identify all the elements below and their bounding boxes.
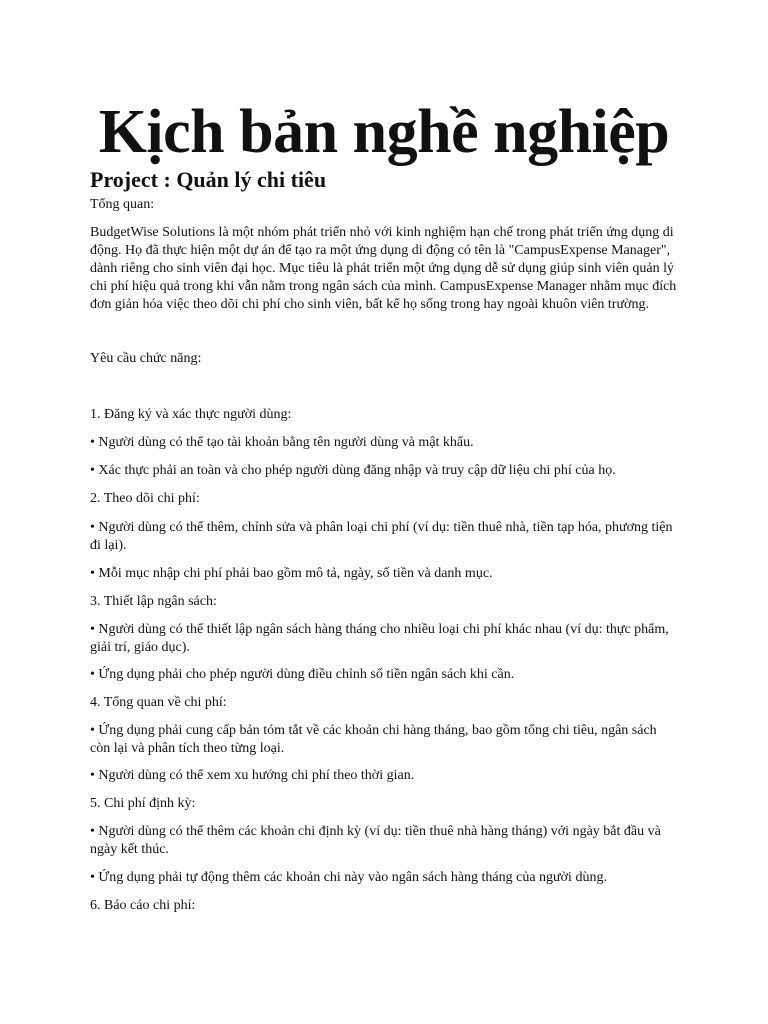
requirements-label: Yêu cầu chức năng: [90,351,202,366]
list-item: • Mỗi mục nhập chi phí phải bao gồm mô tả, ngày, số tiền và danh mục. [90,566,493,581]
list-item: • Ứng dụng phải cho phép người dùng điều chỉnh số tiền ngân sách khi cần. [90,667,515,682]
list-item: • Người dùng có thể thêm các khoản chi định kỳ (ví dụ: tiền thuê nhà hàng tháng) với ngày bắt đầu và ngày kết thúc. [90,824,661,857]
overview-label: Tổng quan: [90,197,155,212]
section-heading: 2. Theo dõi chi phí: [90,491,200,506]
overview-paragraph: BudgetWise Solutions là một nhóm phát triển nhỏ với kinh nghiệm hạn chế trong phát triển ứng dụng di động. Họ đã thực hiện một dự án để tạo ra một ứng dụng di động có tên là "CampusExpense Manager", dành riêng cho sinh viên đại học. Mục tiêu là phát triển một ứng dụng dễ sử dụng giúp sinh viên quản lý chi phí hiệu quả trong khi vẫn nằm trong ngân sách của mình. CampusExpense Manager nhằm mục đích đơn giản hóa việc theo dõi chi phí cho sinh viên, bất kể họ sống trong hay ngoài khuôn viên trường. [90,225,677,312]
section-heading: 4. Tổng quan về chi phí: [90,695,227,710]
section-heading: 5. Chi phí định kỳ: [90,796,196,811]
project-heading: Project : Quản lý chi tiêu [90,167,327,192]
list-item: • Người dùng có thể thêm, chỉnh sửa và phân loại chi phí (ví dụ: tiền thuê nhà, tiền tạp hóa, phương tiện đi lại). [90,520,673,553]
list-item: • Ứng dụng phải cung cấp bản tóm tắt về các khoản chi hàng tháng, bao gồm tổng chi tiêu, ngân sách còn lại và phân tích theo từng loại. [90,723,657,756]
section-heading: 3. Thiết lập ngân sách: [90,594,217,609]
list-item: • Ứng dụng phải tự động thêm các khoản chi này vào ngân sách hàng tháng của người dùng. [90,870,607,885]
section-heading: 1. Đăng ký và xác thực người dùng: [90,407,292,422]
document-title: Kịch bản nghề nghiệp [98,98,670,166]
list-item: • Người dùng có thể xem xu hướng chi phí theo thời gian. [90,768,415,783]
section-heading: 6. Báo cáo chi phí: [90,898,196,913]
list-item: • Xác thực phải an toàn và cho phép người dùng đăng nhập và truy cập dữ liệu chi phí của họ. [90,463,616,478]
list-item: • Người dùng có thể tạo tài khoản bằng tên người dùng và mật khẩu. [90,435,474,450]
list-item: • Người dùng có thể thiết lập ngân sách hàng tháng cho nhiều loại chi phí khác nhau (ví dụ: thực phẩm, giải trí, giáo dục). [90,622,669,655]
